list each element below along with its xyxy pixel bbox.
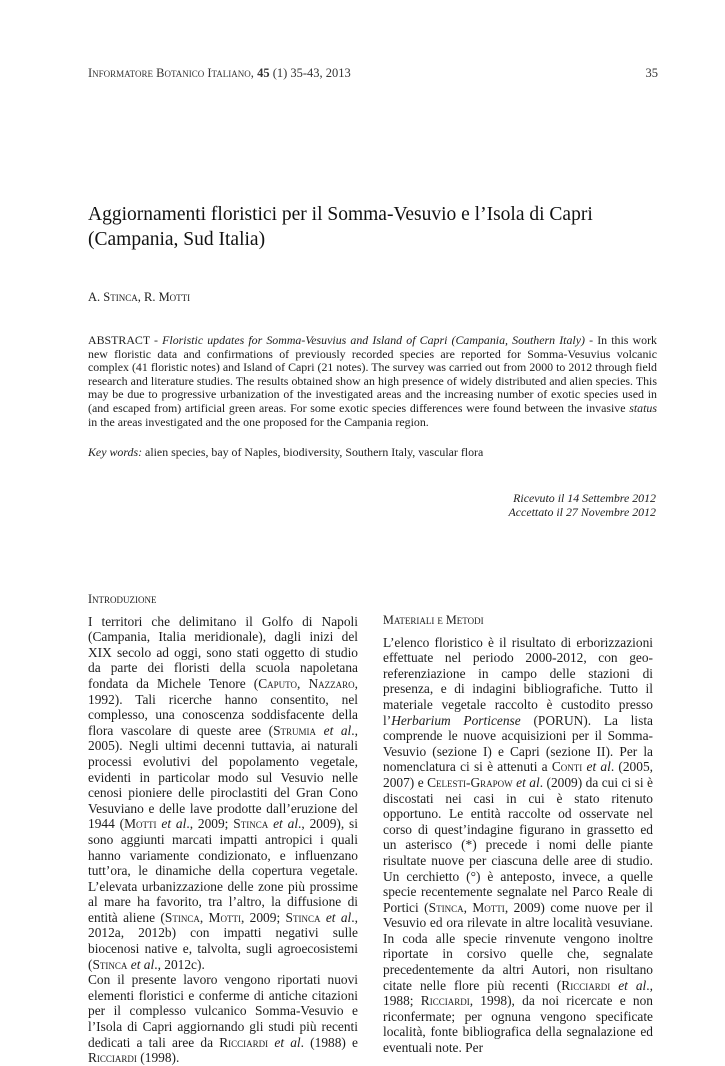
introduction-paragraph-2: Con il presente lavoro vengono riportati nuovi elementi floristici e conferme di antiche citazioni per il complesso vulcanico Somma-Vesuvio e l’Isola di Capri aggiornando gli studi più recenti dedicati a tali aree da Ricciardi et al. (1988) e Ricciardi (1998). bbox=[88, 972, 358, 1066]
authors: A. Stinca, R. Motti bbox=[88, 290, 191, 304]
received-date: Ricevuto il 14 Settembre 2012 bbox=[513, 491, 656, 505]
abstract-text: - In this work new floristic data and confirmations of previously recorded species are reported for Somma-Vesuvius volcanic complex (41 floristic notes) and Island of Capri (21 notes). The survey was carried out from 2000 to 2012 through field research and literature studies. The results obtained show an high presence of widely distributed and alien species. This may be due to progressive urbanization of the investigated areas and the increasing number of exotic species used in (and escaped from) artificial green areas. For some exotic species differences were found between the invasive bbox=[88, 333, 657, 415]
abstract bbox=[88, 334, 657, 429]
article-title bbox=[88, 202, 658, 252]
accepted-date: Accettato il 27 Novembre 2012 bbox=[508, 504, 656, 519]
methods-paragraph: L’elenco floristico è il risultato di erborizzazioni effettuate nel periodo 2000-2012, con geo-referenziazione in campo delle stazioni di presenza, e di indagini bibliografiche. Tutto il materiale vegetale raccolto è custodito presso l’Herbarium Porticense (PORUN). La lista comprende le nuove acquisizioni per il Somma-Vesuvio (sezione I) e Capri (sezione II). Per la nomenclatura ci si è attenuti a Conti et al. (2005, 2007) e Celesti-Grapow et al. (2009) da cui ci si è discostati nei casi in cui è stato ritenuto opportuno. Le entità raccolte od osservate nel corso di quest’indagine figurano in grassetto ed un asterisco (*) precede i nomi delle piante risultate nuove per ciascuna delle aree di studio. Un cerchietto (°) è anteposto, invece, a quelle specie recentemente segnalate nel Parco Reale di Portici (Stinca, Motti, 2009) come nuove per il Vesuvio ed ora rilevate in altre località vesuviane. In coda alle specie rinvenute vengono inoltre riportate in corsivo quelle che, segnalate precedentemente da altri Autori, non risultano citate nelle flore più recenti (Ricciardi et al., 1988; Ricciardi, 1998), da noi ricercate e non riconfermate; per ognuna vengono specificate località, fonte bibliografica della segnalazione ed eventuali note. Per bbox=[383, 634, 654, 1056]
abstract-english-title: Floristic updates for Somma-Vesuvius and Island of Capri (Campania, Southern Italy) bbox=[162, 333, 585, 347]
page-number: 35 bbox=[645, 66, 658, 80]
introduction-paragraph-1: I territori che delimitano il Golfo di Napoli (Campania, Italia meridionale), dagli inizi del XIX secolo ad oggi, sono stati oggetto di studio da parte dei floristi della scuola napoletana fondata da Michele Tenore (Caputo, Nazzaro, 1992). Tali ricerche hanno consentito, nel complesso, una conoscenza soddisfacente della flora vascolare di queste aree (Strumia et al., 2005). Negli ultimi decenni tuttavia, ai naturali processi evolutivi del popolamento vegetale, evidenti in particolar modo sul Vesuvio nelle cenosi pioniere delle piroclastiti del Gran Cono Vesuviano e delle lave prodotte dall’eruzione del 1944 (Motti et al., 2009; Stinca et al., 2009), si sono aggiunti marcati impatti antropici i quali hanno variamente condizionato, e influenzano tutt’ora, le dinamiche della copertura vegetale. L’elevata urbanizzazione delle zone più prossime al mare ha favorito, tra l’altro, la diffusione di entità aliene (Stinca, Motti, 2009; Stinca et al., 2012a, 2012b) con impatti negativi sulle biocenosi native e, talvolta, sugli agroecosistemi (Stinca et al., 2012c). bbox=[88, 613, 358, 972]
introduction-heading: Introduzione bbox=[88, 592, 157, 606]
journal-volume: 45 bbox=[257, 66, 270, 80]
keywords bbox=[88, 445, 657, 460]
running-header bbox=[88, 66, 658, 81]
title-line-1: Aggiornamenti floristici per il Somma-Vesuvio e l’Isola di Capri bbox=[88, 204, 593, 225]
abstract-status-word: status bbox=[629, 400, 657, 415]
abstract-text-end: in the areas investigated and the one proposed for the Campania region. bbox=[88, 414, 429, 429]
methods-section bbox=[383, 613, 653, 1056]
received-dates bbox=[440, 492, 656, 519]
methods-heading: Materiali e Metodi bbox=[383, 613, 484, 627]
title-line-2: (Campania, Sud Italia) bbox=[88, 229, 266, 250]
journal-name: Informatore Botanico Italiano, bbox=[88, 66, 254, 80]
keywords-text: alien species, bay of Naples, biodiversity, Southern Italy, vascular flora bbox=[145, 445, 484, 459]
journal-issue-pages: (1) 35-43, 2013 bbox=[272, 66, 351, 80]
abstract-label: ABSTRACT - bbox=[88, 333, 158, 347]
introduction-section bbox=[88, 592, 358, 1066]
keywords-label: Key words: bbox=[88, 445, 143, 459]
